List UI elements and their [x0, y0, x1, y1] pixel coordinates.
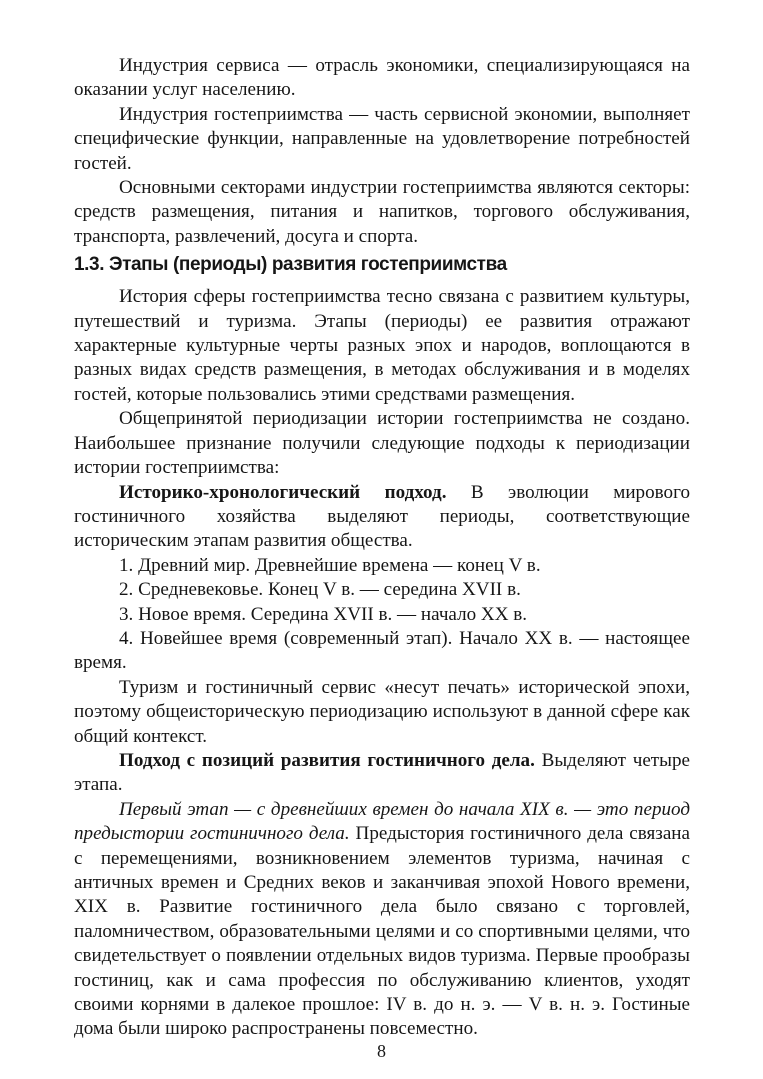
paragraph-hospitality-industry: Индустрия гостеприимства — часть сервисной экономии, выполняет специфические функции, направленные на удовлетворение потребностей гостей.	[74, 103, 690, 174]
page-content	[74, 54, 690, 1042]
first-stage-text: Предыстория гостиничного дела связана с перемещениями, возникновением элементов туризма, начиная с античных времен и Средних веков и заканчивая эпохой Нового времени, XIX в. Развитие гостиничного дела было связано с торговлей, паломничеством, образовательными целями и со спортивными целями, что свидетельствует о появлении отдельных видов туризма. Первые прообразы гостиниц, как и сама профессия по обслуживанию клиентов, уходят своими корнями в далекое прошлое: IV в. до н. э. — V в. н. э. Гостиные дома были широко распространены повсеместно.	[74, 823, 691, 1040]
list-item-period: 4. Новейшее время (современный этап). Начало XX в. — настоящее время.	[74, 627, 690, 674]
paragraph-first-stage	[74, 798, 690, 1042]
approach-historical-title: Историко-хронологический подход.	[119, 481, 447, 503]
list-item-period: 1. Древний мир. Древнейшие времена — конец V в.	[119, 554, 541, 576]
approach-hotel-text: Выделяют четыре этапа.	[74, 749, 690, 796]
section-heading: 1.3. Этапы (периоды) развития гостеприимства	[74, 254, 507, 276]
first-stage-title: Первый этап — с древнейших времен до начала XIX в. — это период предыстории гостиничного дела.	[74, 798, 690, 845]
approach-historical-text: В эволюции мирового гостиничного хозяйства выделяют периоды, соответствующие историческим этапам развития общества.	[74, 481, 690, 552]
paragraph-hospitality-sectors: Основными секторами индустрии гостеприимства являются секторы: средств размещения, питания и напитков, торгового обслуживания, транспорта, развлечений, досуга и спорта.	[74, 177, 690, 247]
paragraph-tourism-epoch: Туризм и гостиничный сервис «несут печать» исторической эпохи, поэтому общеисторическую периодизацию используют в данной сфере как общий контекст.	[74, 676, 690, 747]
paragraph-approach-hotel	[74, 749, 690, 798]
page-number: 8	[377, 1041, 386, 1061]
list-item-period: 3. Новое время. Середина XVII в. — начало XX в.	[119, 603, 528, 625]
list-item-period: 2. Средневековье. Конец V в. — середина XVII в.	[119, 579, 521, 601]
paragraph-periodization: Общепринятой периодизации истории гостеприимства не создано. Наибольшее признание получили следующие подходы к периодизации истории гостеприимства:	[74, 408, 690, 479]
approach-hotel-title: Подход с позиций развития гостиничного дела.	[119, 749, 535, 771]
paragraph-history-culture: История сферы гостеприимства тесно связана с развитием культуры, путешествий и туризма. Этапы (периоды) ее развития отражают характерные культурные черты разных эпох и народов, воплощаются в разных видах средств размещения, в методах обслуживания и в моделях гостей, которые пользовались этими средствами размещения.	[74, 286, 690, 405]
paragraph-service-industry: Индустрия сервиса — отрасль экономики, специализирующаяся на оказании услуг населению.	[74, 55, 690, 101]
paragraph-approach-historical	[74, 481, 690, 554]
